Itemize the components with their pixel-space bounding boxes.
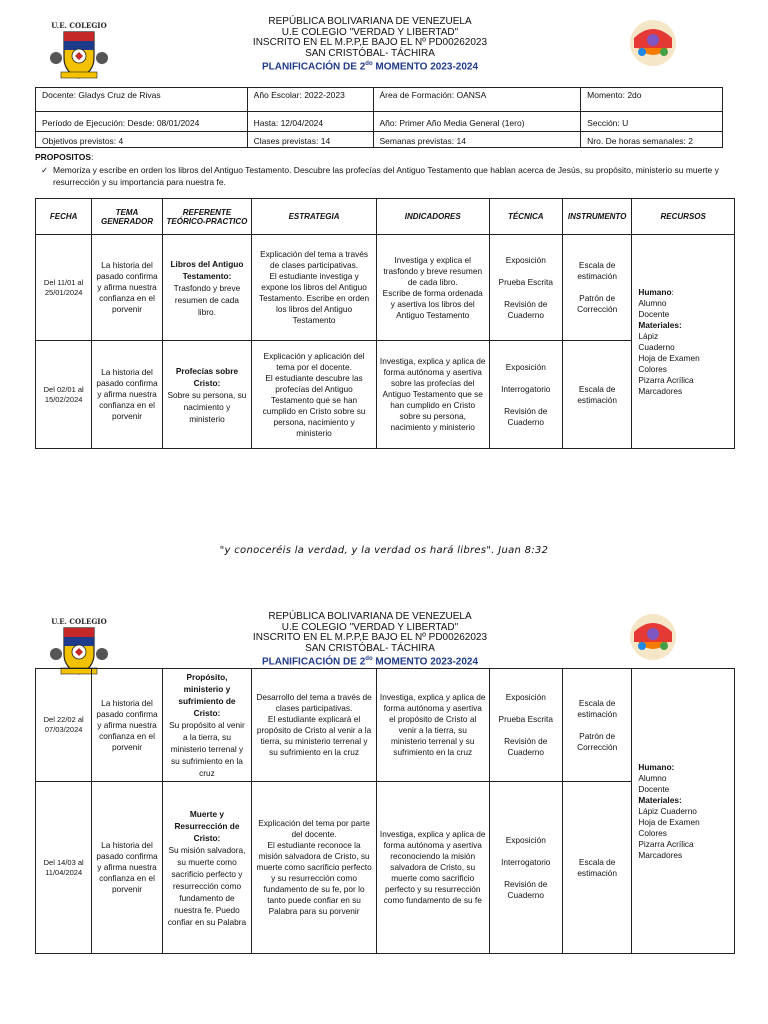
col-indicadores: INDICADORES [376, 199, 489, 235]
col-recursos: RECURSOS [632, 199, 735, 235]
document-header [180, 17, 560, 73]
info-periodo: Período de Ejecución: Desde: 08/01/2024 [36, 112, 248, 132]
info-semanas: Semanas previstas: 14 [373, 132, 581, 148]
row-referente: Libros del Antiguo Testamento: Trasfondo y breve resumen de cada libro. [162, 235, 252, 341]
info-clases: Clases previstas: 14 [247, 132, 373, 148]
propositos-section [35, 151, 735, 188]
info-seccion: Sección: U [581, 112, 723, 132]
row-fecha: Del 11/01 al 25/01/2024 [36, 235, 92, 341]
header-republic: REPÚBLICA BOLIVARIANA DE VENEZUELA [268, 16, 472, 27]
row-instrumento: Escala de estimación [562, 341, 631, 449]
document-header [180, 612, 560, 668]
col-referente: REFERENTE TEÓRICO-PRACTICO [162, 199, 252, 235]
row-tema: La historia del pasado confirma y afirma nuestra confianza en el porvenir [92, 782, 162, 954]
col-estrategia: ESTRATEGIA [252, 199, 377, 235]
col-tema: TEMA GENERADOR [92, 199, 162, 235]
info-momento: Momento: 2do [581, 88, 723, 112]
row-estrategia: Desarrollo del tema a través de clases participativas. El estudiante explicará el propósito de Cristo al venir a la tierra, su ministerio terrenal y su sufrimiento en la cruz [252, 669, 377, 782]
row-instrumento: Escala de estimación Patrón de Corrección [562, 669, 631, 782]
row-referente: Muerte y Resurrección de Cristo: Su misión salvadora, su muerte como sacrificio perfecto y resurrección como fundamento de nuestra fe. Puedo confiar en su Palabra [162, 782, 252, 954]
info-anio-escolar: Año Escolar: 2022-2023 [247, 88, 373, 112]
row-fecha: Del 22/02 al 07/03/2024 [36, 669, 92, 782]
planning-table-1 [35, 198, 735, 449]
row-fecha: Del 14/03 al 11/04/2024 [36, 782, 92, 954]
school-crest-logo [46, 18, 112, 84]
logo-text: U.E. COLEGIO [51, 21, 107, 30]
row-fecha: Del 02/01 al 15/02/2024 [36, 341, 92, 449]
header-school: U.E COLEGIO "VERDAD Y LIBERTAD" [281, 26, 459, 38]
row-indicadores: Investiga, explica y aplica de forma autónoma y asertiva reconociendo la misión salvadora de Cristo, su muerte como sacrificio perfecto y su resurrección como fundamento de su fe [376, 782, 489, 954]
col-tecnica: TÉCNICA [489, 199, 562, 235]
info-docente: Docente: Gladys Cruz de Rivas [36, 88, 248, 112]
row-instrumento: Escala de estimación Patrón de Corrección [562, 235, 631, 341]
row-tema: La historia del pasado confirma y afirma nuestra confianza en el porvenir [92, 669, 162, 782]
row-indicadores: Investiga, explica y aplica de forma autónoma y asertiva el propósito de Cristo al venir a la tierra, su ministerio terrenal y su sufrimiento en la cruz [376, 669, 489, 782]
planning-table-2 [35, 668, 735, 954]
row-referente: Profecías sobre Cristo: Sobre su persona, su nacimiento y ministerio [162, 341, 252, 449]
row-estrategia: Explicación del tema por parte del docente. El estudiante reconoce la misión salvadora de Cristo, su muerte como sacrificio perfecto y su resurrección como fundamento de su fe, por lo tanto puede confiar en su Palabra para su porvenir [252, 782, 377, 954]
table-row [36, 782, 735, 954]
header-registration: INSCRITO EN EL M.P.P,E BAJO EL Nº PD00262023 [252, 37, 488, 48]
header-republic: REPÚBLICA BOLIVARIANA DE VENEZUELA [268, 611, 472, 622]
page-2 [0, 600, 768, 1024]
row-tecnica: Exposición Interrogatorio Revisión de Cuaderno [489, 341, 562, 449]
propositos-item [35, 163, 735, 188]
header-city: SAN CRISTÓBAL- TÁCHIRA [305, 47, 435, 59]
recursos-cell: Humano: Alumno Docente Materiales: Lápiz Cuaderno Hoja de Examen Colores Pizarra Acrílica Marcadores [632, 235, 735, 449]
oansa-logo [628, 612, 678, 662]
col-fecha: FECHA [36, 199, 92, 235]
info-horas: Nro. De horas semanales: 2 [581, 132, 723, 148]
header-plan-title: PLANIFICACIÓN DE $2^{do}$ MOMENTO 2023-2024 [261, 656, 479, 668]
row-estrategia: Explicación del tema a través de clases participativas. El estudiante investiga y expone los libros del Antiguo Testamento. Escribe en orden los libros del Antiguo Testamento [252, 235, 377, 341]
info-objetivos: Objetivos previstos: 4 [36, 132, 248, 148]
propositos-title: PROPOSITOS: [35, 152, 94, 162]
row-estrategia: Explicación y aplicación del tema por el docente. El estudiante descubre las profecías del Antiguo Testamento que se han cumplido en Cristo sobre su persona, nacimiento y ministerio [252, 341, 377, 449]
logo-text: U.E. COLEGIO [51, 617, 107, 626]
col-instrumento: INSTRUMENTO [562, 199, 631, 235]
table-row [36, 341, 735, 449]
row-tecnica: Exposición Prueba Escrita Revisión de Cuaderno [489, 235, 562, 341]
row-tecnica: Exposición Interrogatorio Revisión de Cuaderno [489, 782, 562, 954]
propositos-text: Memoriza y escribe en orden los libros del Antiguo Testamento. Descubre las profecías del Antiguo Testamento que hablan acerca de Jesús, su propósito, ministerio su muerte y resurrección y su importancia para nuestra fe. [53, 165, 719, 187]
header-plan-title: PLANIFICACIÓN DE $2^{do}$ MOMENTO 2023-2024 [261, 61, 479, 73]
recursos-cell: Humano: Alumno Docente Materiales: Lápiz Cuaderno Hoja de Examen Colores Pizarra Acrílica Marcadores [632, 669, 735, 954]
bible-quote: "y conoceréis la verdad, y la verdad os hará libres". Juan 8:32 [219, 545, 549, 556]
row-referente: Propósito, ministerio y sufrimiento de Cristo: Su propósito al venir a la tierra, su ministerio terrenal y su sufrimiento en la cruz [162, 669, 252, 782]
row-tema: La historia del pasado confirma y afirma nuestra confianza en el porvenir [92, 235, 162, 341]
row-indicadores: Investiga y explica el trasfondo y breve resumen de cada libro. Escribe de forma ordenada y asertiva los libros del Antiguo Testamento [376, 235, 489, 341]
row-instrumento: Escala de estimación [562, 782, 631, 954]
info-anio: Año: Primer Año Media General (1ero) [373, 112, 581, 132]
oansa-logo [628, 18, 678, 68]
info-hasta: Hasta: 12/04/2024 [247, 112, 373, 132]
header-school: U.E COLEGIO "VERDAD Y LIBERTAD" [281, 621, 459, 633]
table-row [36, 235, 735, 341]
table-row [36, 669, 735, 782]
checkmark-icon: ✓ [41, 165, 49, 175]
row-tema: La historia del pasado confirma y afirma nuestra confianza en el porvenir [92, 341, 162, 449]
header-registration: INSCRITO EN EL M.P.P,E BAJO EL Nº PD00262023 [252, 632, 488, 643]
info-table [35, 87, 723, 148]
row-indicadores: Investiga, explica y aplica de forma autónoma y asertiva sobre las profecías del Antiguo Testamento que se han cumplido en Cristo sobre su persona, nacimiento y ministerio [376, 341, 489, 449]
header-city: SAN CRISTÓBAL- TÁCHIRA [305, 642, 435, 654]
info-area: Área de Formación: OANSA [373, 88, 581, 112]
row-tecnica: Exposición Prueba Escrita Revisión de Cuaderno [489, 669, 562, 782]
